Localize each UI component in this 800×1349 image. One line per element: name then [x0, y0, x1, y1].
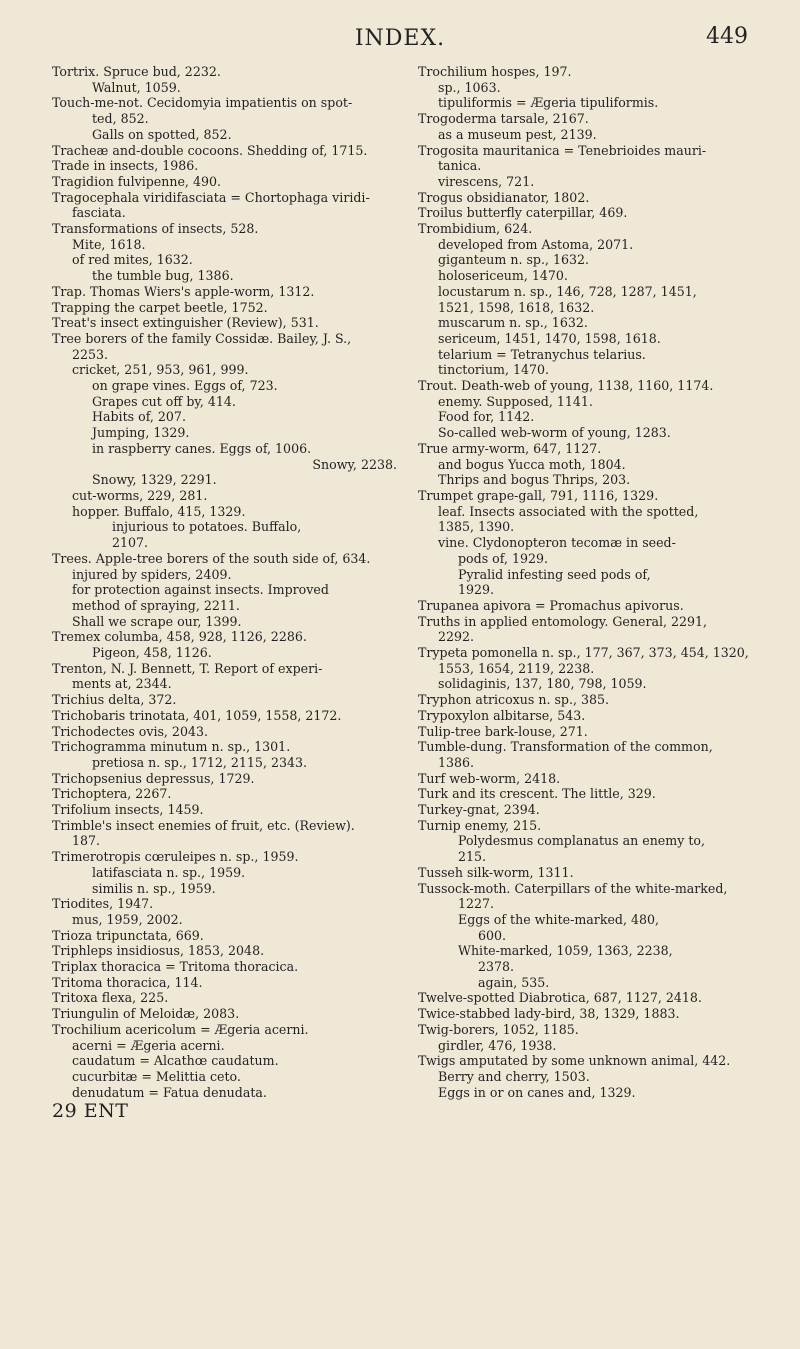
index-entry: cucurbitæ = Melittia ceto. — [72, 1069, 241, 1084]
index-entry: sericeum, 1451, 1470, 1598, 1618. — [438, 330, 661, 346]
index-entry: pods of, 1929. — [458, 550, 549, 566]
index-entry: Trenton, N. J. Bennett, T. Report of experi- — [52, 660, 323, 676]
index-entry: denudatum = Fatua denudata. — [72, 1084, 267, 1100]
index-entry: Trypoxylon albitarse, 543. — [418, 707, 586, 723]
index-entry: as a museum pest, 2139. — [438, 126, 597, 142]
index-entry: Triodites, 1947. — [52, 896, 154, 912]
index-entry: Grapes cut off by, 414. — [92, 393, 236, 409]
index-entry: tanica. — [438, 158, 482, 174]
index-entry: Trimerotropis cœruleipes n. sp., 1959. — [52, 849, 299, 865]
index-entry: on grape vines. Eggs of, 723. — [92, 378, 278, 394]
index-entry: Trupanea apivora = Promachus apivorus. — [418, 597, 684, 613]
index-entry: Truths in applied entomology. General, 2291, — [418, 613, 708, 629]
index-entry: Thrips and bogus Thrips, 203. — [438, 472, 631, 488]
index-entry: latifasciata n. sp., 1959. — [92, 864, 246, 880]
signature-mark: 29 ENT — [52, 1100, 129, 1123]
index-entry: Trogus obsidianator, 1802. — [418, 189, 590, 205]
index-entry: Trochilium acericolum = Ægeria acerni. — [52, 1021, 309, 1037]
index-entry: Trumpet grape-gall, 791, 1116, 1329. — [418, 487, 659, 503]
index-entry: giganteum n. sp., 1632. — [438, 252, 590, 268]
index-entry: Eggs of the white-marked, 480, — [458, 911, 660, 927]
index-entry: Trypeta pomonella n. sp., 177, 367, 373, 454, 1320, — [418, 645, 749, 661]
index-entry: in raspberry canes. Eggs of, 1006. — [92, 440, 312, 456]
index-entry: sp., 1063. — [438, 79, 501, 95]
index-entry: pretiosa n. sp., 1712, 2115, 2343. — [92, 754, 307, 770]
index-entry: Treat's insect extinguisher (Review), 531. — [52, 315, 319, 331]
index-entry: cut-worms, 229, 281. — [72, 487, 208, 503]
index-entry: Jumping, 1329. — [92, 425, 190, 441]
index-entry: injured by spiders, 2409. — [72, 566, 232, 582]
index-entry: Tragocephala viridifasciata = Chortophaga viridi- — [52, 189, 370, 205]
index-entry: Tritoxa flexa, 225. — [52, 990, 169, 1006]
index-entry: tipuliformis = Ægeria tipuliformis. — [438, 95, 659, 111]
index-entry: Galls on spotted, 852. — [92, 126, 232, 142]
index-entry: White-marked, 1059, 1363, 2238, — [458, 943, 673, 959]
left-column — [52, 64, 397, 1123]
index-entry: Shall we scrape our, 1399. — [72, 613, 242, 629]
index-entry: again, 535. — [478, 974, 550, 990]
index-entry: Turnip enemy, 215. — [418, 817, 542, 833]
index-entry: Turkey-gnat, 2394. — [418, 802, 540, 818]
index-entry: Touch-me-not. Cecidomyia impatientis on spot- — [52, 95, 353, 111]
index-entry: Twelve-spotted Diabrotica, 687, 1127, 2418. — [418, 990, 702, 1006]
index-entry: 1521, 1598, 1618, 1632. — [438, 299, 595, 315]
index-entry: True army-worm, 647, 1127. — [418, 440, 602, 456]
index-entry: Trichopsenius depressus, 1729. — [52, 770, 255, 786]
index-entry: vine. Clydonopteron tecomæ in seed- — [438, 535, 676, 551]
index-entry: cricket, 251, 953, 961, 999. — [72, 362, 249, 378]
index-entry: 2253. — [72, 346, 109, 362]
index-entry: Trogosita mauritanica = Tenebrioides mauri- — [418, 142, 707, 158]
index-entry: Pigeon, 458, 1126. — [92, 645, 212, 661]
index-entry: Tree borers of the family Cossidæ. Bailey, J. S., — [52, 330, 352, 346]
index-entry: Tritoma thoracica, 114. — [52, 974, 203, 990]
index-entry: Trees. Apple-tree borers of the south side of, 634. — [52, 550, 371, 566]
index-entry: Twigs amputated by some unknown animal, 442. — [418, 1053, 731, 1069]
index-entry: Trogoderma tarsale, 2167. — [418, 111, 589, 127]
index-entry: enemy. Supposed, 1141. — [438, 393, 593, 409]
index-entry: 2378. — [478, 959, 515, 975]
index-entry: Trout. Death-web of young, 1138, 1160, 1174. — [418, 378, 714, 394]
index-entry: Triungulin of Meloidæ, 2083. — [52, 1006, 240, 1022]
index-entry: method of spraying, 2211. — [72, 597, 240, 613]
index-entry: Trapping the carpet beetle, 1752. — [52, 299, 268, 315]
index-entry: 1929. — [458, 582, 495, 598]
index-entry: Trade in insects, 1986. — [52, 158, 199, 174]
index-entry: 187. — [72, 833, 101, 849]
right-column — [418, 64, 763, 1100]
index-entry: Trombidium, 624. — [418, 221, 533, 237]
index-entry: Trimble's insect enemies of fruit, etc. (Review). — [52, 817, 355, 833]
index-entry: Turf web-worm, 2418. — [418, 770, 561, 786]
index-entry: 1553, 1654, 2119, 2238. — [438, 660, 595, 676]
index-entry: Trap. Thomas Wiers's apple-worm, 1312. — [52, 283, 315, 299]
index-entry: 215. — [458, 849, 487, 865]
index-entry: Polydesmus complanatus an enemy to, — [458, 833, 705, 849]
index-entry: Transformations of insects, 528. — [52, 221, 259, 237]
index-entry: Habits of, 207. — [92, 409, 186, 425]
index-entry: fasciata. — [72, 205, 126, 221]
index-entry: Troilus butterfly caterpillar, 469. — [418, 205, 628, 221]
index-entry: similis n. sp., 1959. — [92, 880, 216, 896]
index-entry: for protection against insects. Improved — [72, 582, 329, 598]
index-entry: Triphleps insidiosus, 1853, 2048. — [52, 943, 265, 959]
index-entry: leaf. Insects associated with the spotted, — [438, 503, 699, 519]
index-entry: Trifolium insects, 1459. — [52, 802, 204, 818]
index-entry: developed from Astoma, 2071. — [438, 236, 634, 252]
index-entry: Triplax thoracica = Tritoma thoracica. — [52, 959, 299, 975]
index-entry: virescens, 721. — [438, 173, 535, 189]
index-entry: Tortrix. Spruce bud, 2232. — [52, 64, 221, 79]
index-entry: 1227. — [458, 896, 495, 912]
index-entry: acerni = Ægeria acerni. — [72, 1037, 225, 1053]
index-entry: ments at, 2344. — [72, 676, 172, 692]
index-entry: tinctorium, 1470. — [438, 362, 550, 378]
index-entry: hopper. Buffalo, 415, 1329. — [72, 503, 246, 519]
index-entry: locustarum n. sp., 146, 728, 1287, 1451, — [438, 283, 697, 299]
index-entry: girdler, 476, 1938. — [438, 1037, 557, 1053]
index-entry: solidaginis, 137, 180, 798, 1059. — [438, 676, 647, 692]
index-entry: 1385, 1390. — [438, 519, 515, 535]
index-entry: of red mites, 1632. — [72, 252, 193, 268]
index-entry: Tragidion fulvipenne, 490. — [52, 173, 221, 189]
index-entry: Tryphon atricoxus n. sp., 385. — [418, 692, 610, 708]
index-entry: So-called web-worm of young, 1283. — [438, 425, 671, 441]
index-entry: Snowy, 2238. — [312, 456, 397, 472]
page-number: 449 — [706, 24, 748, 49]
index-entry: Walnut, 1059. — [92, 79, 181, 95]
index-entry: Food for, 1142. — [438, 409, 535, 425]
index-entry: Berry and cherry, 1503. — [438, 1069, 590, 1084]
index-entry: Trochilium hospes, 197. — [418, 64, 572, 79]
index-entry: Snowy, 1329, 2291. — [92, 472, 217, 488]
index-entry: Trioza tripunctata, 669. — [52, 927, 204, 943]
page-title: INDEX. — [354, 26, 446, 51]
index-entry: mus, 1959, 2002. — [72, 911, 183, 927]
index-entry: Trichodectes ovis, 2043. — [52, 723, 208, 739]
index-entry: Tracheæ and-double cocoons. Shedding of, 1715. — [52, 142, 368, 158]
index-entry: holosericeum, 1470. — [438, 268, 568, 284]
index-entry: and bogus Yucca moth, 1804. — [438, 456, 626, 472]
index-entry: telarium = Tetranychus telarius. — [438, 346, 646, 362]
index-entry: Trichoptera, 2267. — [52, 786, 172, 802]
index-entry: injurious to potatoes. Buffalo, — [112, 519, 302, 535]
index-entry: the tumble bug, 1386. — [92, 268, 234, 284]
index-entry: Twice-stabbed lady-bird, 38, 1329, 1883. — [418, 1006, 680, 1022]
index-entry: caudatum = Alcathœ caudatum. — [72, 1053, 279, 1069]
index-entry: Pyralid infesting seed pods of, — [458, 566, 651, 582]
index-entry: 2292. — [438, 629, 475, 645]
index-entry: 600. — [478, 927, 507, 943]
index-entry: Tremex columba, 458, 928, 1126, 2286. — [52, 629, 307, 645]
index-entry: 1386. — [438, 754, 475, 770]
index-entry: Trichobaris trinotata, 401, 1059, 1558, 2172. — [52, 707, 342, 723]
index-entry: Tusseh silk-worm, 1311. — [418, 864, 574, 880]
index-entry: muscarum n. sp., 1632. — [438, 315, 588, 331]
index-entry: Eggs in or on canes and, 1329. — [438, 1084, 636, 1100]
index-entry: Trichius delta, 372. — [52, 692, 177, 708]
index-entry: Tumble-dung. Transformation of the common, — [418, 739, 713, 755]
index-entry: Tulip-tree bark-louse, 271. — [418, 723, 588, 739]
index-entry: Mite, 1618. — [72, 236, 146, 252]
index-entry: Trichogramma minutum n. sp., 1301. — [52, 739, 291, 755]
index-entry: 2107. — [112, 535, 149, 551]
index-entry: ted, 852. — [92, 111, 149, 127]
index-entry: Twig-borers, 1052, 1185. — [418, 1021, 579, 1037]
index-entry: Tussock-moth. Caterpillars of the white-marked, — [418, 880, 728, 896]
index-entry: Turk and its crescent. The little, 329. — [418, 786, 656, 802]
